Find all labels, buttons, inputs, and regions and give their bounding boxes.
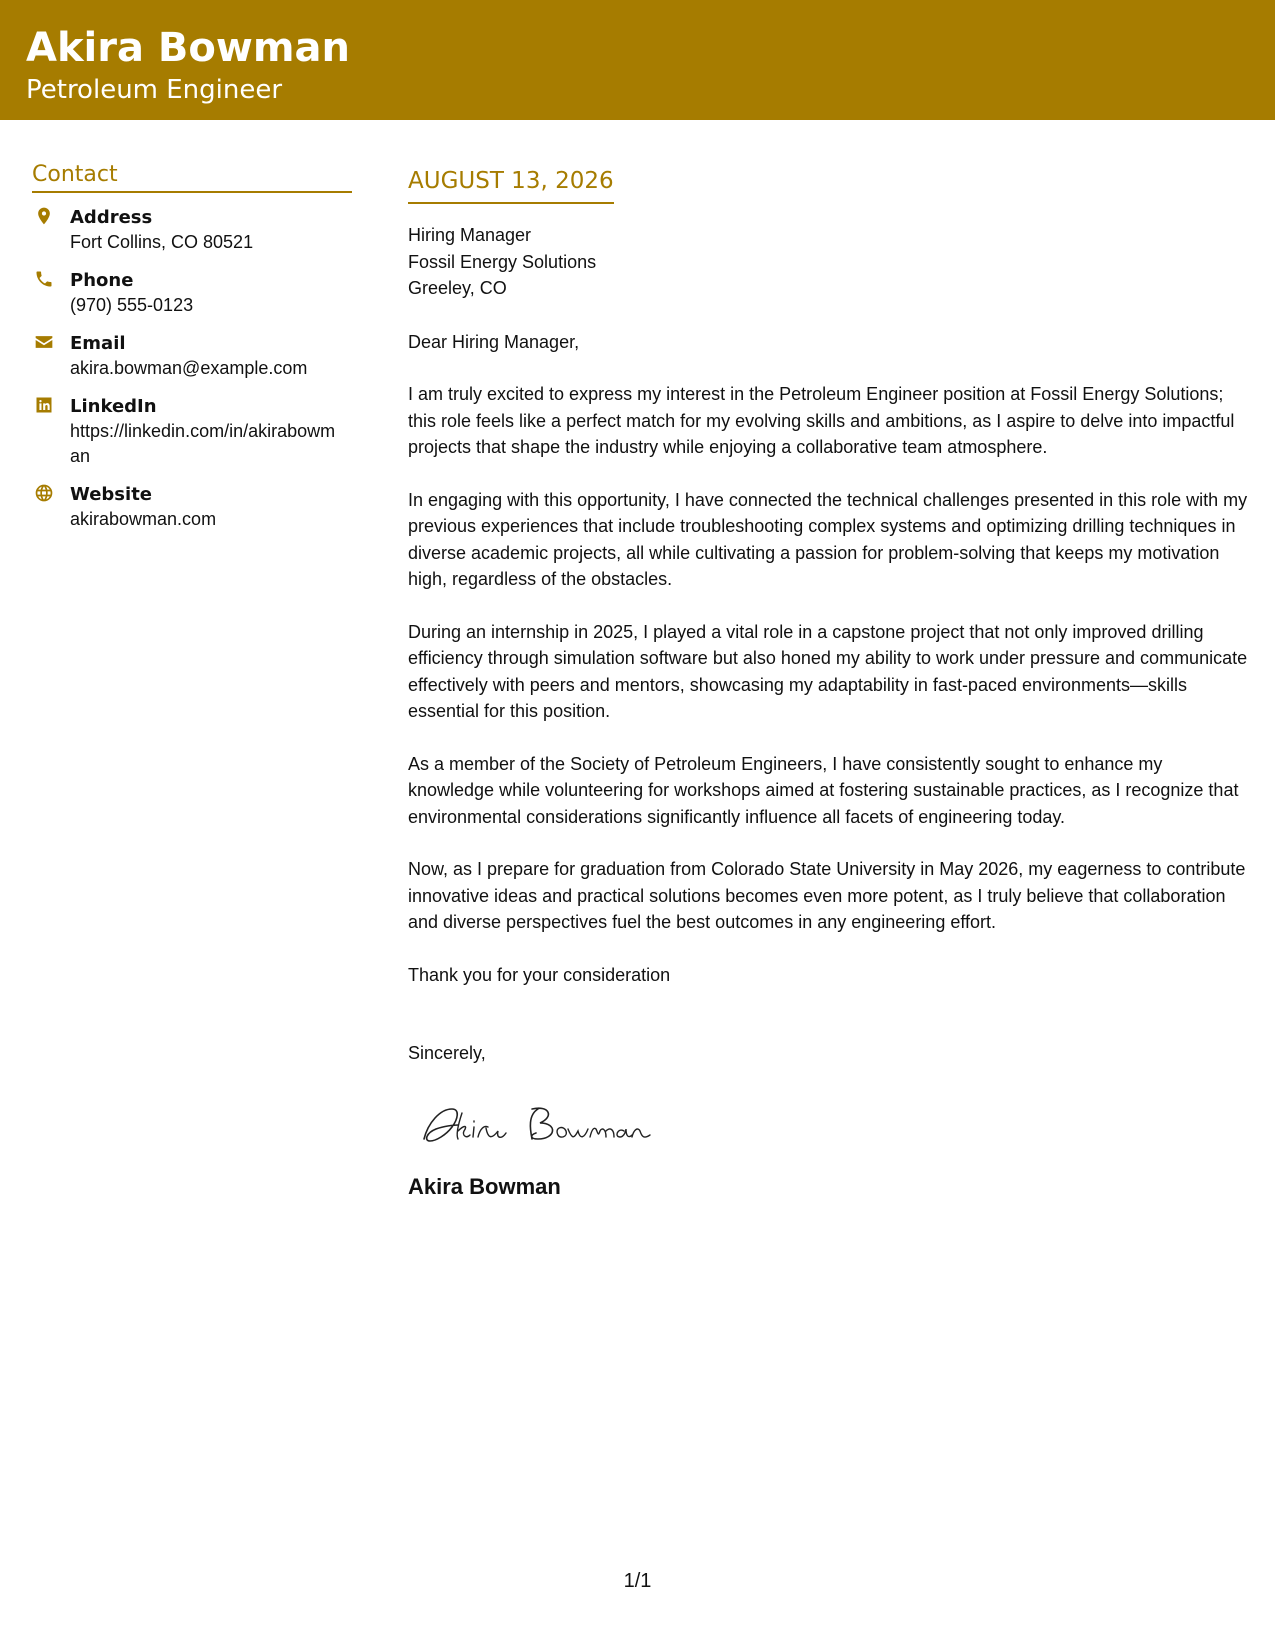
contact-item-email bbox=[32, 331, 352, 381]
contact-item-linkedin bbox=[32, 394, 352, 469]
recipient-block bbox=[408, 222, 1248, 302]
contact-value: akirabowman.com bbox=[70, 509, 217, 529]
contact-value: akira.bowman@example.com bbox=[70, 358, 308, 378]
contact-sidebar bbox=[32, 162, 352, 545]
contact-label: Address bbox=[70, 207, 153, 228]
signer-name: Akira Bowman bbox=[408, 1173, 561, 1199]
closing-line: Thank you for your consideration bbox=[408, 964, 671, 985]
contact-value: Fort Collins, CO 80521 bbox=[70, 232, 254, 252]
letter-date: AUGUST 13, 2026 bbox=[408, 166, 614, 204]
recipient-line: Fossil Energy Solutions bbox=[408, 251, 597, 272]
globe-icon bbox=[34, 483, 56, 505]
recipient-line: Hiring Manager bbox=[408, 225, 532, 245]
applicant-title: Petroleum Engineer bbox=[26, 75, 283, 105]
salutation: Dear Hiring Manager, bbox=[408, 331, 580, 352]
signoff: Sincerely, bbox=[408, 1043, 486, 1063]
letter-body bbox=[408, 166, 1248, 1201]
letter-paragraph: I am truly excited to express my interest in the Petroleum Engineer position at Fossil Energy Solutions; this role feels like a perfect match for my evolving skills and ambitions, as I aspire to delve into impactful projects that shape the industry while enjoying a collaborative team atmosphere. bbox=[408, 384, 1235, 457]
contact-section-title: Contact bbox=[32, 162, 352, 193]
handwritten-signature bbox=[418, 1095, 678, 1151]
map-pin-icon bbox=[34, 206, 56, 228]
header-banner bbox=[0, 0, 1275, 120]
letter-paragraph: As a member of the Society of Petroleum Engineers, I have consistently sought to enhance my knowledge while volunteering for workshops aimed at fostering sustainable practices, as I recognize that environmental considerations significantly influence all facets of engineering today. bbox=[408, 753, 1239, 827]
letter-paragraph: Now, as I prepare for graduation from Colorado State University in May 2026, my eagerness to contribute innovative ideas and practical solutions becomes even more potent, as I truly believe that collaboration and diverse perspectives fuel the best outcomes in any engineering effort. bbox=[408, 859, 1246, 932]
contact-item-website bbox=[32, 482, 352, 532]
contact-value: (970) 555-0123 bbox=[70, 295, 194, 315]
contact-item-address bbox=[32, 205, 352, 255]
page-number: 1/1 bbox=[623, 1570, 652, 1592]
contact-item-phone bbox=[32, 268, 352, 318]
contact-label: LinkedIn bbox=[70, 396, 157, 417]
contact-label: Website bbox=[70, 484, 153, 505]
contact-value: https://linkedin.com/in/akirabowman bbox=[70, 421, 336, 466]
phone-icon bbox=[34, 269, 56, 291]
letter-paragraph: During an internship in 2025, I played a vital role in a capstone project that not only improved drilling efficiency through simulation software but also honed my ability to work under pressure and communicate effectively with peers and mentors, showcasing my adaptability in fast-paced environments—skills essential for this position. bbox=[408, 621, 1248, 721]
contact-label: Email bbox=[70, 333, 126, 354]
letter-paragraph: In engaging with this opportunity, I have connected the technical challenges presented in this role with my previous experiences that include troubleshooting complex systems and optimizing drilling techniques in diverse academic projects, all while cultivating a passion for problem-solving that keeps my motivation high, regardless of the obstacles. bbox=[408, 489, 1248, 589]
recipient-line: Greeley, CO bbox=[408, 278, 507, 298]
contact-label: Phone bbox=[70, 270, 134, 291]
envelope-icon bbox=[34, 332, 56, 354]
linkedin-icon bbox=[34, 395, 56, 417]
applicant-name: Akira Bowman bbox=[26, 25, 350, 71]
